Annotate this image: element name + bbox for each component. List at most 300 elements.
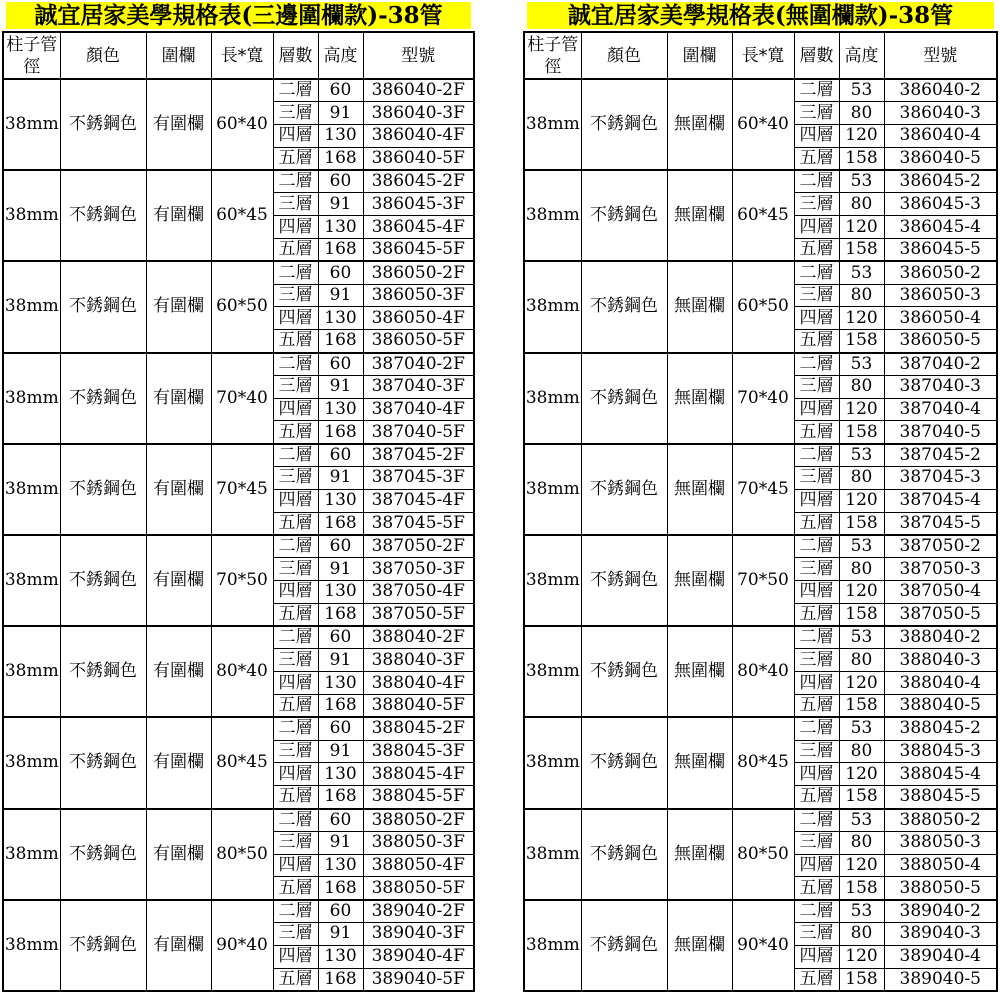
cell-size: 60*40 [211, 79, 273, 170]
cell-height: 130 [318, 945, 363, 968]
cell-height: 168 [318, 421, 363, 444]
cell-height: 91 [318, 740, 363, 763]
cell-height: 168 [318, 695, 363, 718]
column-header-3: 長*寬 [732, 32, 794, 79]
cell-layer: 五層 [273, 147, 318, 170]
cell-fence: 有圍欄 [146, 353, 211, 444]
table-row [3, 79, 474, 102]
cell-height: 168 [318, 786, 363, 809]
cell-height: 120 [839, 672, 884, 695]
cell-color: 不銹鋼色 [581, 79, 667, 170]
cell-layer: 三層 [794, 102, 839, 125]
cell-color: 不銹鋼色 [60, 809, 146, 900]
cell-layer: 三層 [273, 740, 318, 763]
cell-layer: 二層 [794, 444, 839, 467]
cell-diameter: 38mm [3, 444, 60, 535]
cell-layer: 二層 [273, 809, 318, 832]
cell-layer: 四層 [273, 581, 318, 604]
cell-layer: 四層 [794, 489, 839, 512]
cell-layer: 四層 [273, 307, 318, 330]
cell-model: 389040-4 [884, 945, 997, 968]
cell-fence: 無圍欄 [667, 170, 732, 261]
cell-fence: 無圍欄 [667, 809, 732, 900]
cell-height: 80 [839, 193, 884, 216]
cell-model: 388040-2F [363, 626, 474, 649]
cell-height: 130 [318, 489, 363, 512]
cell-model: 387045-5F [363, 512, 474, 535]
cell-model: 386045-2F [363, 170, 474, 193]
cell-layer: 三層 [273, 193, 318, 216]
cell-layer: 五層 [794, 330, 839, 353]
column-header-1: 顏色 [581, 32, 667, 79]
cell-model: 388045-2 [884, 717, 997, 740]
cell-layer: 四層 [794, 854, 839, 877]
cell-height: 158 [839, 968, 884, 991]
cell-layer: 三層 [794, 193, 839, 216]
cell-height: 91 [318, 558, 363, 581]
cell-height: 120 [839, 125, 884, 148]
cell-height: 53 [839, 535, 884, 558]
cell-model: 387050-5F [363, 603, 474, 626]
cell-layer: 二層 [794, 809, 839, 832]
cell-color: 不銹鋼色 [60, 717, 146, 808]
cell-height: 80 [839, 284, 884, 307]
cell-size: 70*45 [211, 444, 273, 535]
cell-model: 386050-2F [363, 261, 474, 284]
cell-model: 389040-3 [884, 922, 997, 945]
cell-layer: 五層 [794, 147, 839, 170]
cell-model: 386040-2 [884, 79, 997, 102]
cell-fence: 有圍欄 [146, 261, 211, 352]
cell-size: 60*45 [211, 170, 273, 261]
cell-model: 388045-4F [363, 763, 474, 786]
cell-model: 387045-3 [884, 467, 997, 490]
cell-size: 60*50 [732, 261, 794, 352]
cell-color: 不銹鋼色 [60, 79, 146, 170]
cell-diameter: 38mm [3, 900, 60, 991]
cell-fence: 有圍欄 [146, 444, 211, 535]
table-header [3, 32, 474, 79]
cell-model: 387045-2F [363, 444, 474, 467]
cell-model: 388045-5 [884, 786, 997, 809]
cell-height: 80 [839, 102, 884, 125]
cell-layer: 四層 [273, 854, 318, 877]
cell-layer: 二層 [273, 261, 318, 284]
cell-height: 168 [318, 603, 363, 626]
cell-size: 70*50 [732, 535, 794, 626]
cell-layer: 四層 [273, 945, 318, 968]
cell-height: 91 [318, 467, 363, 490]
cell-model: 387050-2 [884, 535, 997, 558]
column-header-4: 層數 [273, 32, 318, 79]
cell-model: 387045-4F [363, 489, 474, 512]
cell-height: 158 [839, 330, 884, 353]
cell-height: 168 [318, 968, 363, 991]
spec-table-unfenced-grid [523, 31, 998, 992]
cell-diameter: 38mm [3, 353, 60, 444]
cell-model: 388045-5F [363, 786, 474, 809]
cell-height: 60 [318, 79, 363, 102]
cell-model: 386045-5 [884, 239, 997, 262]
cell-fence: 有圍欄 [146, 809, 211, 900]
cell-model: 388050-3 [884, 831, 997, 854]
cell-fence: 有圍欄 [146, 717, 211, 808]
table-row [524, 809, 997, 832]
cell-model: 388040-4F [363, 672, 474, 695]
cell-layer: 五層 [273, 968, 318, 991]
cell-layer: 二層 [794, 900, 839, 923]
cell-layer: 二層 [273, 353, 318, 376]
spec-table-unfenced-title: 誠宜居家美學規格表(無圍欄款)-38管 [527, 2, 994, 29]
cell-layer: 四層 [273, 216, 318, 239]
column-header-5: 高度 [318, 32, 363, 79]
cell-color: 不銹鋼色 [581, 170, 667, 261]
cell-height: 53 [839, 626, 884, 649]
cell-height: 91 [318, 193, 363, 216]
cell-model: 388040-5F [363, 695, 474, 718]
cell-layer: 四層 [794, 672, 839, 695]
cell-height: 80 [839, 649, 884, 672]
cell-model: 387050-2F [363, 535, 474, 558]
cell-color: 不銹鋼色 [60, 353, 146, 444]
cell-size: 80*45 [211, 717, 273, 808]
cell-fence: 有圍欄 [146, 79, 211, 170]
cell-model: 388045-2F [363, 717, 474, 740]
cell-model: 386045-3 [884, 193, 997, 216]
cell-layer: 三層 [273, 922, 318, 945]
column-header-3: 長*寬 [211, 32, 273, 79]
cell-model: 386045-4 [884, 216, 997, 239]
table-row [524, 170, 997, 193]
column-header-4: 層數 [794, 32, 839, 79]
cell-layer: 四層 [794, 398, 839, 421]
cell-fence: 無圍欄 [667, 717, 732, 808]
cell-layer: 三層 [273, 831, 318, 854]
cell-size: 80*50 [732, 809, 794, 900]
cell-layer: 三層 [794, 649, 839, 672]
cell-height: 120 [839, 307, 884, 330]
cell-layer: 五層 [794, 512, 839, 535]
cell-diameter: 38mm [524, 900, 581, 991]
cell-layer: 五層 [794, 968, 839, 991]
cell-model: 387045-2 [884, 444, 997, 467]
cell-model: 388045-3F [363, 740, 474, 763]
cell-color: 不銹鋼色 [60, 261, 146, 352]
cell-height: 60 [318, 170, 363, 193]
cell-height: 120 [839, 398, 884, 421]
cell-model: 386045-2 [884, 170, 997, 193]
cell-layer: 三層 [273, 102, 318, 125]
cell-size: 60*45 [732, 170, 794, 261]
cell-fence: 無圍欄 [667, 535, 732, 626]
cell-model: 389040-2 [884, 900, 997, 923]
cell-size: 60*40 [732, 79, 794, 170]
cell-height: 130 [318, 216, 363, 239]
cell-layer: 五層 [794, 421, 839, 444]
cell-color: 不銹鋼色 [581, 535, 667, 626]
cell-size: 60*50 [211, 261, 273, 352]
cell-model: 388050-5F [363, 877, 474, 900]
cell-height: 91 [318, 922, 363, 945]
cell-layer: 二層 [273, 717, 318, 740]
cell-layer: 四層 [273, 489, 318, 512]
cell-layer: 二層 [273, 900, 318, 923]
cell-model: 388050-2 [884, 809, 997, 832]
table-row [3, 717, 474, 740]
column-header-1: 顏色 [60, 32, 146, 79]
cell-model: 387045-3F [363, 467, 474, 490]
cell-model: 387040-4F [363, 398, 474, 421]
cell-model: 388050-3F [363, 831, 474, 854]
cell-diameter: 38mm [524, 261, 581, 352]
cell-model: 389040-3F [363, 922, 474, 945]
cell-layer: 三層 [273, 649, 318, 672]
column-header-2: 圍欄 [146, 32, 211, 79]
cell-layer: 五層 [794, 239, 839, 262]
cell-fence: 無圍欄 [667, 444, 732, 535]
table-row [524, 535, 997, 558]
table-row [3, 535, 474, 558]
cell-diameter: 38mm [3, 717, 60, 808]
cell-model: 386040-3F [363, 102, 474, 125]
cell-layer: 五層 [273, 330, 318, 353]
cell-height: 158 [839, 695, 884, 718]
cell-size: 70*40 [732, 353, 794, 444]
cell-layer: 二層 [794, 353, 839, 376]
column-header-2: 圍欄 [667, 32, 732, 79]
cell-color: 不銹鋼色 [581, 261, 667, 352]
cell-fence: 有圍欄 [146, 535, 211, 626]
cell-height: 130 [318, 581, 363, 604]
table-body [524, 79, 997, 991]
cell-layer: 二層 [794, 626, 839, 649]
cell-layer: 三層 [794, 831, 839, 854]
cell-layer: 二層 [273, 79, 318, 102]
cell-color: 不銹鋼色 [60, 900, 146, 991]
cell-height: 130 [318, 125, 363, 148]
cell-height: 53 [839, 900, 884, 923]
cell-layer: 四層 [794, 216, 839, 239]
cell-height: 91 [318, 831, 363, 854]
cell-model: 387040-2 [884, 353, 997, 376]
cell-height: 130 [318, 763, 363, 786]
cell-height: 60 [318, 626, 363, 649]
cell-height: 130 [318, 672, 363, 695]
cell-height: 158 [839, 147, 884, 170]
cell-height: 158 [839, 421, 884, 444]
table-row [3, 170, 474, 193]
cell-color: 不銹鋼色 [581, 809, 667, 900]
cell-model: 388045-3 [884, 740, 997, 763]
cell-size: 70*45 [732, 444, 794, 535]
cell-height: 53 [839, 717, 884, 740]
cell-layer: 五層 [273, 877, 318, 900]
cell-layer: 三層 [794, 467, 839, 490]
cell-model: 386045-5F [363, 239, 474, 262]
cell-diameter: 38mm [524, 170, 581, 261]
column-header-5: 高度 [839, 32, 884, 79]
cell-model: 387040-4 [884, 398, 997, 421]
cell-layer: 五層 [794, 603, 839, 626]
cell-model: 387040-3F [363, 375, 474, 398]
cell-model: 386045-4F [363, 216, 474, 239]
cell-height: 80 [839, 922, 884, 945]
cell-diameter: 38mm [3, 170, 60, 261]
cell-model: 389040-2F [363, 900, 474, 923]
cell-fence: 無圍欄 [667, 626, 732, 717]
cell-model: 388040-3F [363, 649, 474, 672]
cell-diameter: 38mm [3, 79, 60, 170]
cell-fence: 無圍欄 [667, 353, 732, 444]
cell-layer: 二層 [273, 170, 318, 193]
cell-layer: 二層 [273, 444, 318, 467]
cell-layer: 四層 [794, 945, 839, 968]
spec-table-fenced-title: 誠宜居家美學規格表(三邊圍欄款)-38管 [6, 2, 471, 29]
cell-layer: 二層 [794, 261, 839, 284]
cell-layer: 五層 [273, 512, 318, 535]
cell-model: 388045-4 [884, 763, 997, 786]
cell-height: 91 [318, 375, 363, 398]
cell-model: 386050-5F [363, 330, 474, 353]
cell-layer: 五層 [273, 421, 318, 444]
table-row [524, 261, 997, 284]
cell-model: 387050-4F [363, 581, 474, 604]
table-row [524, 717, 997, 740]
cell-model: 387045-4 [884, 489, 997, 512]
cell-height: 91 [318, 102, 363, 125]
cell-size: 90*40 [211, 900, 273, 991]
cell-height: 60 [318, 535, 363, 558]
cell-diameter: 38mm [524, 353, 581, 444]
cell-size: 80*40 [732, 626, 794, 717]
cell-model: 387040-5F [363, 421, 474, 444]
cell-height: 130 [318, 398, 363, 421]
cell-height: 158 [839, 512, 884, 535]
cell-height: 130 [318, 854, 363, 877]
cell-layer: 四層 [273, 398, 318, 421]
column-header-6: 型號 [884, 32, 997, 79]
cell-size: 90*40 [732, 900, 794, 991]
cell-model: 386040-5F [363, 147, 474, 170]
cell-color: 不銹鋼色 [60, 444, 146, 535]
table-header [524, 32, 997, 79]
table-row [524, 444, 997, 467]
cell-model: 386040-4F [363, 125, 474, 148]
cell-model: 388050-2F [363, 809, 474, 832]
table-row [524, 353, 997, 376]
cell-height: 60 [318, 900, 363, 923]
cell-diameter: 38mm [524, 809, 581, 900]
cell-model: 387045-5 [884, 512, 997, 535]
cell-height: 53 [839, 353, 884, 376]
cell-color: 不銹鋼色 [60, 626, 146, 717]
cell-color: 不銹鋼色 [60, 170, 146, 261]
cell-color: 不銹鋼色 [581, 717, 667, 808]
cell-model: 387040-3 [884, 375, 997, 398]
cell-diameter: 38mm [3, 535, 60, 626]
cell-model: 389040-5F [363, 968, 474, 991]
cell-height: 60 [318, 444, 363, 467]
cell-layer: 四層 [273, 763, 318, 786]
cell-height: 158 [839, 239, 884, 262]
cell-layer: 三層 [794, 740, 839, 763]
table-body [3, 79, 474, 991]
cell-fence: 無圍欄 [667, 79, 732, 170]
table-row [3, 444, 474, 467]
cell-height: 168 [318, 512, 363, 535]
cell-model: 386050-2 [884, 261, 997, 284]
cell-color: 不銹鋼色 [581, 900, 667, 991]
column-header-0: 柱子管徑 [3, 32, 60, 79]
cell-model: 387050-4 [884, 581, 997, 604]
spec-table-unfenced [523, 2, 998, 992]
cell-model: 386040-3 [884, 102, 997, 125]
cell-layer: 四層 [794, 125, 839, 148]
cell-fence: 有圍欄 [146, 626, 211, 717]
cell-height: 60 [318, 261, 363, 284]
cell-height: 120 [839, 216, 884, 239]
cell-height: 158 [839, 786, 884, 809]
cell-layer: 四層 [794, 581, 839, 604]
cell-model: 388040-2 [884, 626, 997, 649]
cell-layer: 二層 [794, 535, 839, 558]
cell-height: 158 [839, 877, 884, 900]
cell-model: 386040-5 [884, 147, 997, 170]
cell-diameter: 38mm [524, 717, 581, 808]
cell-layer: 五層 [273, 786, 318, 809]
spec-table-fenced [2, 2, 475, 992]
cell-height: 80 [839, 467, 884, 490]
cell-height: 120 [839, 763, 884, 786]
cell-model: 388040-5 [884, 695, 997, 718]
cell-layer: 三層 [794, 922, 839, 945]
cell-layer: 五層 [273, 239, 318, 262]
cell-color: 不銹鋼色 [581, 626, 667, 717]
cell-height: 80 [839, 831, 884, 854]
cell-diameter: 38mm [524, 535, 581, 626]
cell-layer: 五層 [794, 695, 839, 718]
cell-layer: 五層 [273, 695, 318, 718]
cell-fence: 有圍欄 [146, 900, 211, 991]
cell-layer: 二層 [273, 535, 318, 558]
cell-model: 388040-4 [884, 672, 997, 695]
cell-model: 388040-3 [884, 649, 997, 672]
cell-height: 60 [318, 353, 363, 376]
cell-layer: 四層 [794, 763, 839, 786]
cell-model: 387040-5 [884, 421, 997, 444]
cell-height: 168 [318, 877, 363, 900]
cell-layer: 五層 [273, 603, 318, 626]
table-row [3, 353, 474, 376]
cell-height: 120 [839, 945, 884, 968]
cell-diameter: 38mm [3, 261, 60, 352]
cell-size: 80*40 [211, 626, 273, 717]
cell-diameter: 38mm [3, 809, 60, 900]
cell-model: 388050-4F [363, 854, 474, 877]
cell-height: 60 [318, 809, 363, 832]
table-row [3, 809, 474, 832]
cell-height: 91 [318, 284, 363, 307]
cell-height: 53 [839, 79, 884, 102]
cell-height: 60 [318, 717, 363, 740]
cell-model: 386050-5 [884, 330, 997, 353]
cell-height: 80 [839, 558, 884, 581]
cell-diameter: 38mm [524, 444, 581, 535]
cell-height: 130 [318, 307, 363, 330]
cell-layer: 五層 [794, 877, 839, 900]
cell-color: 不銹鋼色 [60, 535, 146, 626]
cell-layer: 四層 [273, 125, 318, 148]
